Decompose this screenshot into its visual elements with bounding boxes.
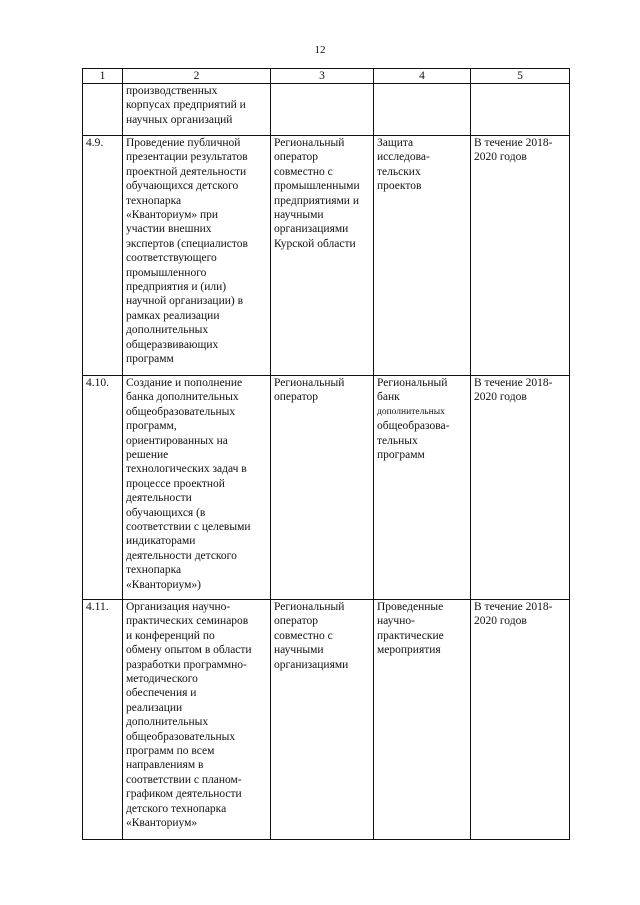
- activity-cell: производственных корпусах предприятий и научных организаций: [123, 84, 271, 136]
- result-cell: Проведенные научно- практические мероприятия: [374, 600, 471, 840]
- result-line: тельных: [377, 434, 418, 447]
- result-cell: [374, 376, 471, 600]
- result-line: Региональный: [377, 377, 448, 389]
- col-header-2: 2: [123, 69, 271, 84]
- deadline-cell: В течение 2018- 2020 годов: [471, 136, 570, 376]
- deadline-cell: В течение 2018- 2020 годов: [471, 376, 570, 600]
- col-header-1: 1: [83, 69, 123, 84]
- activity-cell: Проведение публичной презентации результатов проектной деятельности обучающихся детского технопарка «Кванториум» при участии внешних экспертов (специалистов соответствующего промышленного предприятия и (или) научной организации) в рамках реализации дополнительных общеразвивающих программ: [123, 136, 271, 376]
- result-line: общеобразова-: [377, 420, 450, 433]
- header-row: [83, 69, 570, 84]
- page-number: 12: [314, 44, 326, 56]
- row-number: 4.9.: [83, 136, 123, 376]
- deadline-cell: [471, 84, 570, 136]
- row-number: 4.10.: [83, 376, 123, 600]
- executor-cell: [271, 84, 374, 136]
- executor-cell: Региональный оператор: [271, 376, 374, 600]
- executor-cell: Региональный оператор совместно с промышленными предприятиями и научными организациями Курской области: [271, 136, 374, 376]
- result-line: программ: [377, 449, 425, 462]
- table-row: [83, 136, 570, 376]
- activity-cell: Создание и пополнение банка дополнительных общеобразовательных программ, ориентированных на решение технологических задач в процессе проектной деятельности обучающихся (в соответствии с целевыми индикаторами деятельности детского технопарка «Кванториум»): [123, 376, 271, 600]
- result-cell: [374, 84, 471, 136]
- plan-table: [82, 68, 570, 840]
- table-row: [83, 376, 570, 600]
- result-line: дополнительных: [377, 406, 445, 417]
- row-number: 4.11.: [83, 600, 123, 840]
- result-line: банк: [377, 391, 400, 404]
- executor-cell: Региональный оператор совместно с научными организациями: [271, 600, 374, 840]
- activity-cell: Организация научно- практических семинаров и конференций по обмену опытом в области разработки программно- методического обеспечения и реализации дополнительных общеобразовательных программ по всем направлениям в соответствии с планом- графиком деятельности детского технопарка «Кванториум»: [123, 600, 271, 840]
- table-row: [83, 84, 570, 136]
- result-cell: Защита исследова- тельских проектов: [374, 136, 471, 376]
- col-header-5: 5: [471, 69, 570, 84]
- col-header-3: 3: [271, 69, 374, 84]
- col-header-4: 4: [374, 69, 471, 84]
- deadline-cell: В течение 2018- 2020 годов: [471, 600, 570, 840]
- row-number: [83, 84, 123, 136]
- table-row: [83, 600, 570, 840]
